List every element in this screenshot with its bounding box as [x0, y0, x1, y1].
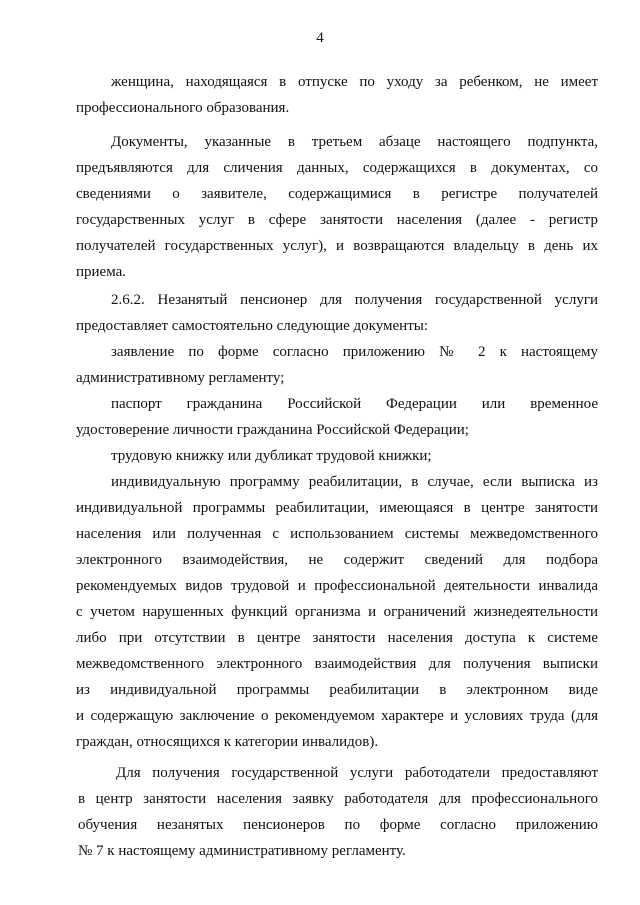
text-line: приема. — [76, 264, 127, 280]
text-line: удостоверение личности гражданина Российской Федерации; — [76, 422, 469, 438]
text-line: заявление по форме согласно приложению № 2 к настоящему — [111, 344, 598, 360]
text-line: обучения незанятых пенсионеров по форме согласно приложению — [78, 817, 598, 833]
text-line: № 7 к настоящему административному регламенту. — [78, 843, 406, 859]
text-line: из индивидуальной программы реабилитации в электронном виде — [76, 682, 598, 698]
text-line: Документы, указанные в третьем абзаце настоящего подпункта, — [111, 134, 598, 150]
text-line: административному регламенту; — [76, 370, 285, 386]
text-line: рекомендуемых видов трудовой и профессиональной деятельности инвалида — [76, 578, 598, 594]
text-line: трудовую книжку или дубликат трудовой книжки; — [111, 448, 432, 464]
text-line: индивидуальную программу реабилитации, в случае, если выписка из — [111, 474, 598, 490]
text-line: предоставляет самостоятельно следующие документы: — [76, 318, 429, 334]
text-line: электронного взаимодействия, не содержит сведений для подбора — [76, 552, 598, 568]
text-line: государственных услуг в сфере занятости населения (далее - регистр — [76, 212, 598, 228]
text-line: и содержащую заключение о рекомендуемом характере и условиях труда (для — [76, 708, 598, 724]
page-number: 4 — [316, 30, 324, 46]
text-line: либо при отсутствии в центре занятости населения доступа к системе — [76, 630, 598, 646]
text-line: граждан, относящихся к категории инвалидов). — [76, 734, 379, 750]
text-line: с учетом нарушенных функций организма и ограничений жизнедеятельности — [76, 604, 598, 620]
text-line: индивидуальной программы реабилитации, имеющаяся в центре занятости — [76, 500, 598, 516]
text-line: Для получения государственной услуги работодатели предоставляют — [116, 765, 598, 781]
text-line: 2.6.2. Незанятый пенсионер для получения государственной услуги — [111, 292, 598, 308]
text-line: сведениями о заявителе, содержащимися в регистре получателей — [76, 186, 598, 202]
text-line: населения или полученная с использованием системы межведомственного — [76, 526, 598, 542]
text-line: женщина, находящаяся в отпуске по уходу за ребенком, не имеет — [111, 74, 598, 90]
text-line: межведомственного электронного взаимодействия для получения выписки — [76, 656, 598, 672]
text-line: паспорт гражданина Российской Федерации или временное — [111, 396, 598, 412]
text-line: в центр занятости населения заявку работодателя для профессионального — [78, 791, 598, 807]
text-line: предъявляются для сличения данных, содержащихся в документах, со — [76, 160, 598, 176]
text-line: профессионального образования. — [76, 100, 290, 116]
text-line: получателей государственных услуг), и возвращаются владельцу в день их — [76, 238, 598, 254]
